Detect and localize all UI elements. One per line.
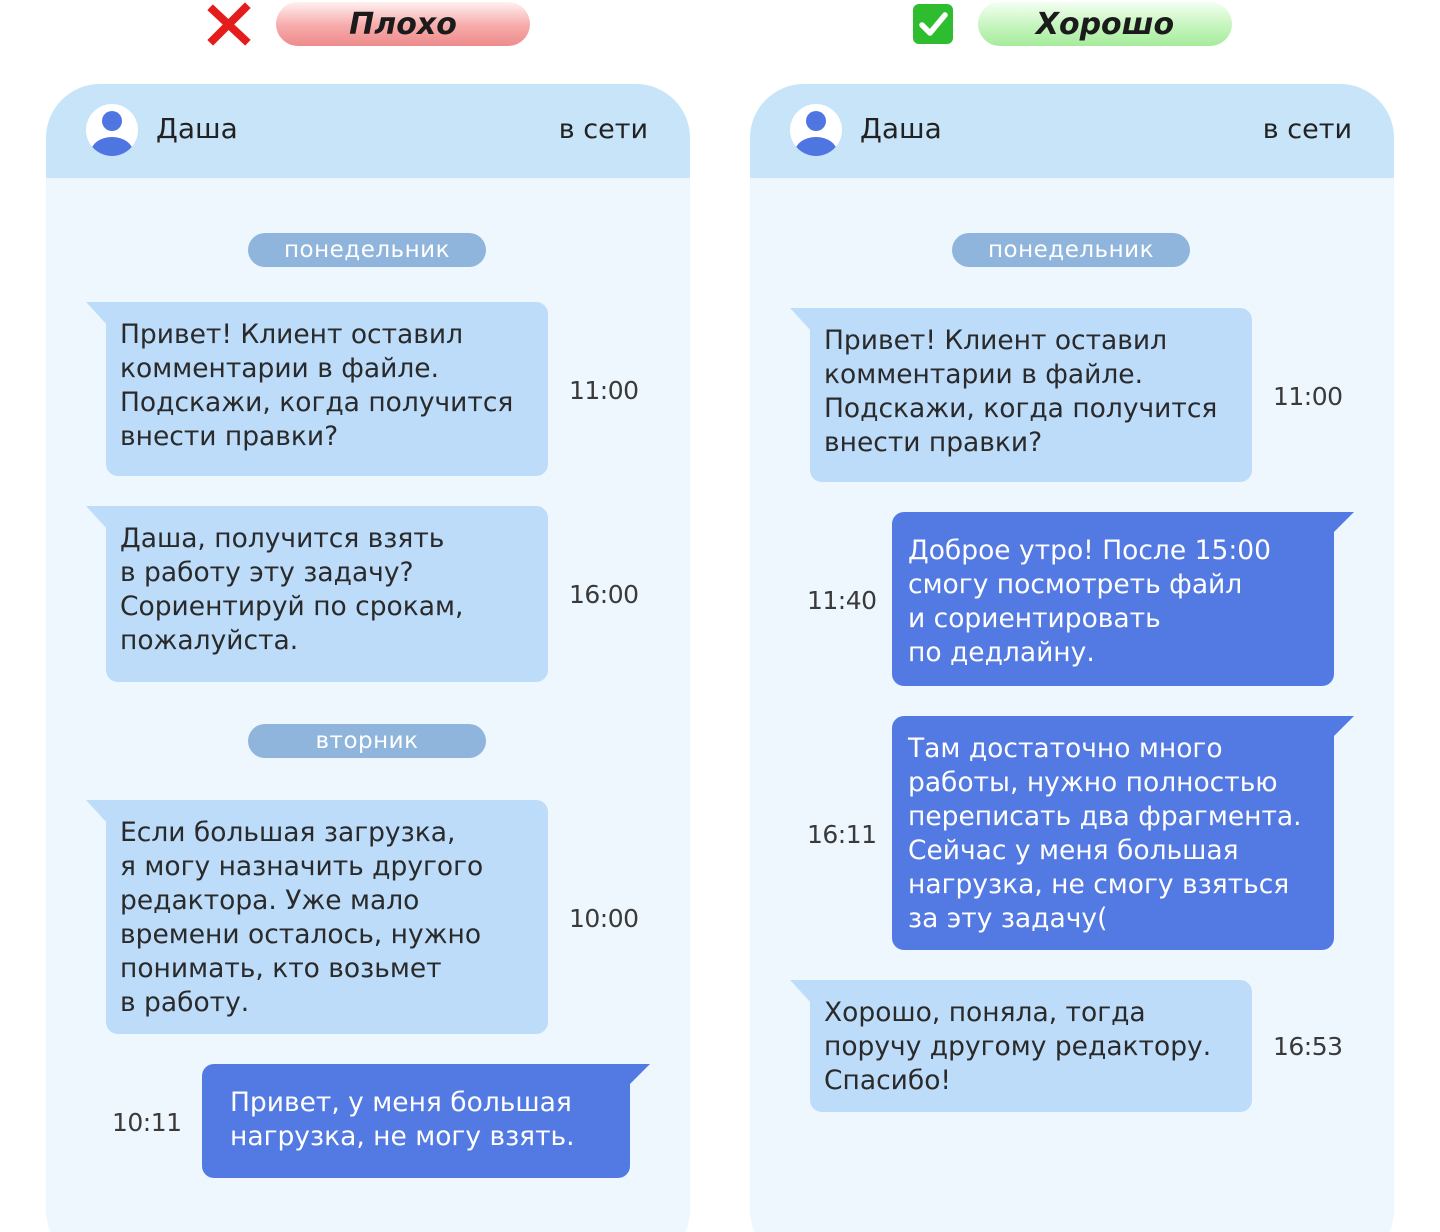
avatar[interactable] [790, 104, 842, 156]
day-separator: понедельник [952, 233, 1190, 267]
incoming-message[interactable] [810, 980, 1252, 1112]
message-text: Если большая загрузка, я могу назначить другого редактора. Уже мало времени осталось, нужно понимать, кто возьмет в работу. [120, 817, 484, 1018]
message-text: Привет! Клиент оставил комментарии в файле. Подскажи, когда получится внести правки? [824, 325, 1218, 458]
online-status: в сети [1262, 114, 1352, 145]
online-status: в сети [558, 114, 648, 145]
contact-name[interactable]: Даша [860, 112, 942, 145]
message-text: Доброе утро! После 15:00 смогу посмотреть файл и сориентировать по дедлайну. [908, 535, 1271, 668]
contact-name[interactable]: Даша [156, 112, 238, 145]
outgoing-message[interactable] [892, 716, 1334, 950]
day-separator: понедельник [248, 233, 486, 267]
incoming-message[interactable] [810, 308, 1252, 482]
day-separator: вторник [248, 724, 486, 758]
message-time: 11:40 [807, 586, 877, 615]
good-chat-window [750, 84, 1394, 1232]
message-text: Хорошо, поняла, тогда поручу другому редактору. Спасибо! [824, 997, 1212, 1096]
message-text: Там достаточно много работы, нужно полностью переписать два фрагмента. Сейчас у меня большая нагрузка, не смогу взяться за эту задачу( [908, 733, 1302, 934]
good-label: Хорошо [978, 2, 1232, 46]
bad-label: Плохо [276, 2, 530, 46]
outgoing-message[interactable] [202, 1064, 630, 1178]
message-text: Даша, получится взять в работу эту задачу? Сориентируй по срокам, пожалуйста. [120, 523, 464, 656]
incoming-message[interactable] [106, 302, 548, 476]
chat-header [46, 84, 690, 178]
user-avatar-icon [790, 104, 842, 156]
check-mark-icon [910, 1, 956, 47]
message-text: Привет! Клиент оставил комментарии в файле. Подскажи, когда получится внести правки? [120, 319, 514, 452]
message-time: 16:11 [807, 820, 877, 849]
chat-header [750, 84, 1394, 178]
message-time: 10:00 [569, 904, 639, 933]
outgoing-message[interactable] [892, 512, 1334, 686]
user-avatar-icon [86, 104, 138, 156]
message-time: 16:00 [569, 580, 639, 609]
incoming-message[interactable] [106, 800, 548, 1034]
good-heading [910, 0, 1232, 48]
cross-mark-icon [206, 1, 252, 47]
message-time: 11:00 [1273, 382, 1343, 411]
message-time: 11:00 [569, 376, 639, 405]
bad-heading [206, 0, 530, 48]
message-time: 10:11 [112, 1108, 182, 1137]
message-time: 16:53 [1273, 1032, 1343, 1061]
bad-chat-window [46, 84, 690, 1232]
message-text: Привет, у меня большая нагрузка, не могу взять. [230, 1087, 575, 1152]
incoming-message[interactable] [106, 506, 548, 682]
avatar[interactable] [86, 104, 138, 156]
